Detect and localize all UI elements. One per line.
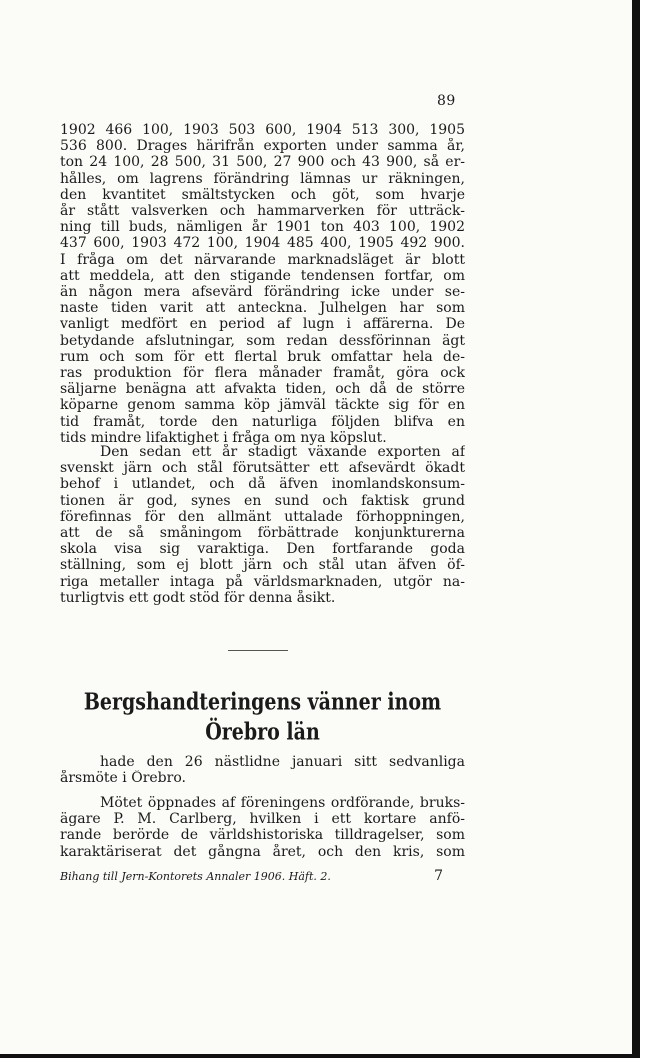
paragraph-export-figures (60, 122, 465, 446)
footer-citation: Bihang till Jern-Kontorets Annaler 1906. Häft. 2. (60, 870, 331, 883)
paragraph-meeting-opening (60, 795, 465, 860)
section-heading-line1: Bergshandteringens vänner inom (83, 688, 442, 716)
text-line: tids mindre lifaktighet i fråga om nya köpslut. (60, 429, 387, 446)
page-number: 89 (437, 93, 456, 109)
signature-mark: 7 (434, 868, 443, 884)
text-line: än någon mera afsevärd förändring icke under se- (60, 284, 465, 301)
text-line: vanligt medfört en period af lugn i affärerna. De (60, 316, 465, 333)
text-line: ton 24 100, 28 500, 31 500, 27 900 och 43 900, så er- (60, 154, 465, 171)
text-line: betydande afslutningar, som redan dessförinnan ägt (60, 332, 465, 349)
section-divider (228, 650, 288, 651)
text-line: 536 800. Drages härifrån exporten under samma år, (60, 138, 465, 155)
text-line: säljarne benägna att afvakta tiden, och då de större (60, 381, 465, 398)
text-line: Mötet öppnades af föreningens ordförande, bruks- (100, 795, 465, 811)
page-footer (60, 870, 465, 883)
text-line: 1902 466 100, 1903 503 600, 1904 513 300, 1905 (60, 122, 465, 138)
text-line: år stått valsverken och hammarverken för utträck- (60, 203, 465, 220)
text-line: ning till buds, nämligen år 1901 ton 403 100, 1902 (60, 219, 465, 236)
paragraph-annual-meeting (60, 754, 465, 786)
text-line: hålles, om lagrens förändring lämnas ur räkningen, (60, 170, 465, 187)
text-line: I fråga om det närvarande marknadsläget är blott (60, 251, 465, 268)
text-line: behof i utlandet, och då äfven inomlandskonsum- (60, 476, 465, 493)
text-line: ägare P. M. Carlberg, hvilken i ett kortare anfö- (60, 811, 465, 828)
text-line: årsmöte i Örebro. (60, 770, 186, 787)
section-heading-line2: Örebro län (205, 718, 320, 746)
text-line: tid framåt, torde den naturliga följden blifva en (60, 413, 465, 430)
text-line: att de så småningom förbättrade konjunkturerna (60, 525, 465, 542)
text-line: rum och som för ett flertal bruk omfattar hela de- (60, 348, 465, 365)
text-line: hade den 26 nästlidne januari sitt sedvanliga (100, 754, 465, 770)
text-line: riga metaller intaga på världsmarknaden, utgör na- (60, 573, 465, 590)
text-line: svenskt järn och stål förutsätter ett afsevärdt ökadt (60, 460, 465, 477)
text-line: skola visa sig varaktiga. Den fortfarande goda (60, 541, 465, 558)
text-line: turligtvis ett godt stöd för denna åsikt. (60, 589, 336, 606)
text-line: Den sedan ett år stadigt växande exporten af (100, 444, 465, 460)
text-line: förefinnas för den allmänt uttalade förhoppningen, (60, 508, 465, 525)
text-line: köparne genom samma köp jämväl täckte sig för en (60, 397, 465, 414)
text-line: ställning, som ej blott järn och stål utan äfven öf- (60, 557, 465, 574)
text-line: rande berörde de världshistoriska tilldragelser, som (60, 827, 465, 844)
paragraph-export-outlook (60, 444, 465, 606)
text-line: tionen är god, synes en sund och faktisk grund (60, 492, 465, 509)
text-line: att meddela, att den stigande tendensen fortfar, om (60, 267, 465, 284)
text-line: karaktäriserat det gångna året, och den kris, som (60, 843, 465, 860)
text-line: den kvantitet smältstycken och göt, som hvarje (60, 186, 465, 203)
text-line: 437 600, 1903 472 100, 1904 485 400, 1905 492 900. (60, 235, 465, 252)
text-line: naste tiden varit att anteckna. Julhelgen har som (60, 300, 465, 317)
text-line: ras produktion för flera månader framåt, göra ock (60, 365, 465, 382)
